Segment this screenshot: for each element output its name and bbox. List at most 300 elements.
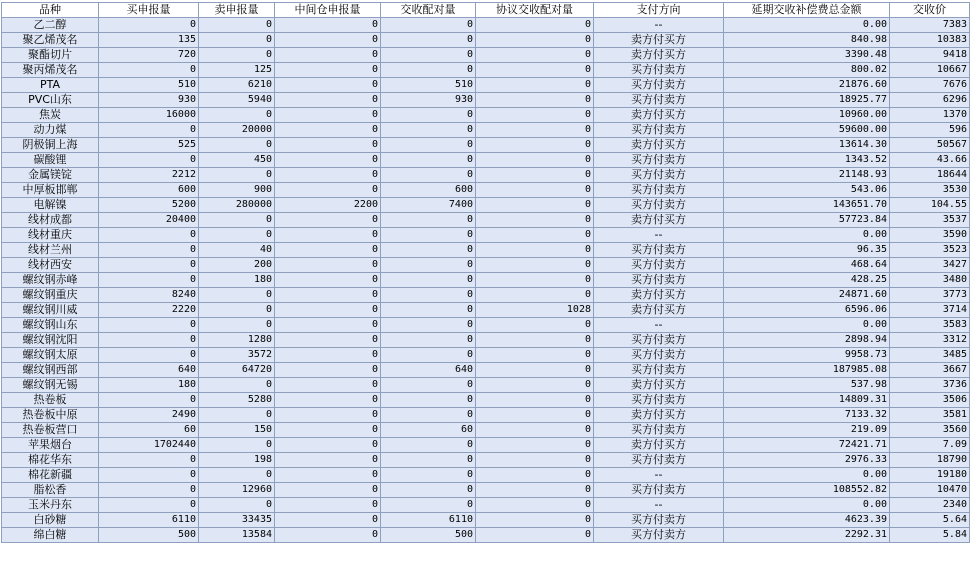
cell-variety: 金属镁锭 <box>2 168 99 183</box>
cell-variety: 热卷板中原 <box>2 408 99 423</box>
cell-buy-declared: 6110 <box>99 513 199 528</box>
cell-agreement-matched: 0 <box>476 108 594 123</box>
table-row <box>2 318 970 333</box>
cell-delivery-price: 6296 <box>890 93 970 108</box>
cell-payment-direction: 买方付卖方 <box>594 183 724 198</box>
cell-compensation-total: 800.02 <box>724 63 890 78</box>
cell-compensation-total: 9958.73 <box>724 348 890 363</box>
cell-compensation-total: 143651.70 <box>724 198 890 213</box>
cell-payment-direction: 卖方付买方 <box>594 213 724 228</box>
table-row <box>2 33 970 48</box>
cell-delivery-matched: 0 <box>381 153 476 168</box>
cell-buy-declared: 0 <box>99 453 199 468</box>
cell-variety: 螺纹钢西部 <box>2 363 99 378</box>
cell-delivery-price: 3714 <box>890 303 970 318</box>
cell-variety: 螺纹钢太原 <box>2 348 99 363</box>
cell-intermediate-declared: 0 <box>275 528 381 543</box>
cell-delivery-price: 104.55 <box>890 198 970 213</box>
cell-agreement-matched: 1028 <box>476 303 594 318</box>
cell-sell-declared: 0 <box>199 108 275 123</box>
cell-payment-direction: 买方付卖方 <box>594 243 724 258</box>
table-row <box>2 453 970 468</box>
table-row <box>2 63 970 78</box>
cell-variety: 聚丙烯茂名 <box>2 63 99 78</box>
cell-delivery-price: 9418 <box>890 48 970 63</box>
cell-compensation-total: 2898.94 <box>724 333 890 348</box>
cell-variety: 螺纹钢川威 <box>2 303 99 318</box>
table-row <box>2 123 970 138</box>
cell-buy-declared: 510 <box>99 78 199 93</box>
cell-agreement-matched: 0 <box>476 273 594 288</box>
header-intermediate-declared: 中间仓申报量 <box>275 3 381 18</box>
cell-payment-direction: 买方付卖方 <box>594 483 724 498</box>
cell-delivery-price: 596 <box>890 123 970 138</box>
cell-agreement-matched: 0 <box>476 123 594 138</box>
cell-agreement-matched: 0 <box>476 153 594 168</box>
cell-compensation-total: 2292.31 <box>724 528 890 543</box>
cell-agreement-matched: 0 <box>476 93 594 108</box>
cell-agreement-matched: 0 <box>476 243 594 258</box>
cell-variety: 碳酸锂 <box>2 153 99 168</box>
cell-compensation-total: 187985.08 <box>724 363 890 378</box>
cell-delivery-price: 3506 <box>890 393 970 408</box>
cell-payment-direction: -- <box>594 318 724 333</box>
cell-compensation-total: 14809.31 <box>724 393 890 408</box>
cell-intermediate-declared: 0 <box>275 408 381 423</box>
cell-intermediate-declared: 0 <box>275 303 381 318</box>
cell-sell-declared: 0 <box>199 33 275 48</box>
cell-intermediate-declared: 0 <box>275 273 381 288</box>
cell-sell-declared: 125 <box>199 63 275 78</box>
cell-payment-direction: 卖方付买方 <box>594 408 724 423</box>
cell-delivery-matched: 60 <box>381 423 476 438</box>
cell-intermediate-declared: 0 <box>275 333 381 348</box>
cell-sell-declared: 0 <box>199 18 275 33</box>
cell-intermediate-declared: 0 <box>275 183 381 198</box>
cell-intermediate-declared: 2200 <box>275 198 381 213</box>
table-row <box>2 528 970 543</box>
cell-delivery-matched: 600 <box>381 183 476 198</box>
cell-delivery-matched: 0 <box>381 333 476 348</box>
cell-sell-declared: 198 <box>199 453 275 468</box>
cell-agreement-matched: 0 <box>476 228 594 243</box>
cell-compensation-total: 4623.39 <box>724 513 890 528</box>
cell-delivery-price: 3590 <box>890 228 970 243</box>
cell-agreement-matched: 0 <box>476 33 594 48</box>
cell-compensation-total: 428.25 <box>724 273 890 288</box>
header-payment-direction: 支付方向 <box>594 3 724 18</box>
cell-intermediate-declared: 0 <box>275 258 381 273</box>
table-row <box>2 498 970 513</box>
cell-sell-declared: 280000 <box>199 198 275 213</box>
cell-payment-direction: 买方付卖方 <box>594 348 724 363</box>
cell-variety: 线材成都 <box>2 213 99 228</box>
table-row <box>2 93 970 108</box>
cell-sell-declared: 0 <box>199 303 275 318</box>
cell-variety: 螺纹钢沈阳 <box>2 333 99 348</box>
cell-sell-declared: 5280 <box>199 393 275 408</box>
cell-sell-declared: 0 <box>199 378 275 393</box>
cell-buy-declared: 0 <box>99 468 199 483</box>
cell-sell-declared: 0 <box>199 228 275 243</box>
table-row <box>2 438 970 453</box>
cell-variety: 脂松香 <box>2 483 99 498</box>
cell-delivery-price: 10470 <box>890 483 970 498</box>
cell-buy-declared: 1702440 <box>99 438 199 453</box>
cell-intermediate-declared: 0 <box>275 288 381 303</box>
cell-compensation-total: 6596.06 <box>724 303 890 318</box>
cell-delivery-price: 3480 <box>890 273 970 288</box>
cell-sell-declared: 150 <box>199 423 275 438</box>
cell-payment-direction: 买方付卖方 <box>594 273 724 288</box>
cell-buy-declared: 60 <box>99 423 199 438</box>
cell-delivery-price: 7676 <box>890 78 970 93</box>
cell-delivery-matched: 930 <box>381 93 476 108</box>
header-delivery-matched: 交收配对量 <box>381 3 476 18</box>
table-row <box>2 468 970 483</box>
cell-payment-direction: 卖方付买方 <box>594 108 724 123</box>
table-row <box>2 168 970 183</box>
cell-buy-declared: 16000 <box>99 108 199 123</box>
cell-variety: PTA <box>2 78 99 93</box>
cell-delivery-price: 3530 <box>890 183 970 198</box>
cell-delivery-matched: 510 <box>381 78 476 93</box>
delivery-table <box>1 2 970 543</box>
cell-payment-direction: 卖方付买方 <box>594 288 724 303</box>
cell-payment-direction: 买方付卖方 <box>594 153 724 168</box>
cell-delivery-price: 10383 <box>890 33 970 48</box>
cell-delivery-price: 2340 <box>890 498 970 513</box>
cell-intermediate-declared: 0 <box>275 453 381 468</box>
cell-buy-declared: 500 <box>99 528 199 543</box>
cell-agreement-matched: 0 <box>476 78 594 93</box>
cell-delivery-price: 7.09 <box>890 438 970 453</box>
cell-delivery-matched: 0 <box>381 483 476 498</box>
cell-delivery-price: 19180 <box>890 468 970 483</box>
cell-agreement-matched: 0 <box>476 258 594 273</box>
cell-delivery-price: 3583 <box>890 318 970 333</box>
cell-compensation-total: 21148.93 <box>724 168 890 183</box>
cell-agreement-matched: 0 <box>476 393 594 408</box>
cell-buy-declared: 525 <box>99 138 199 153</box>
cell-agreement-matched: 0 <box>476 498 594 513</box>
cell-compensation-total: 0.00 <box>724 318 890 333</box>
cell-delivery-matched: 0 <box>381 288 476 303</box>
cell-buy-declared: 0 <box>99 318 199 333</box>
table-row <box>2 48 970 63</box>
cell-delivery-price: 43.66 <box>890 153 970 168</box>
cell-delivery-price: 3485 <box>890 348 970 363</box>
cell-delivery-matched: 0 <box>381 408 476 423</box>
table-row <box>2 288 970 303</box>
cell-intermediate-declared: 0 <box>275 63 381 78</box>
cell-sell-declared: 12960 <box>199 483 275 498</box>
cell-delivery-matched: 6110 <box>381 513 476 528</box>
cell-buy-declared: 20400 <box>99 213 199 228</box>
cell-compensation-total: 840.98 <box>724 33 890 48</box>
cell-buy-declared: 0 <box>99 393 199 408</box>
cell-intermediate-declared: 0 <box>275 228 381 243</box>
table-row <box>2 213 970 228</box>
cell-agreement-matched: 0 <box>476 333 594 348</box>
cell-agreement-matched: 0 <box>476 48 594 63</box>
cell-buy-declared: 2490 <box>99 408 199 423</box>
cell-intermediate-declared: 0 <box>275 168 381 183</box>
cell-agreement-matched: 0 <box>476 318 594 333</box>
cell-delivery-matched: 0 <box>381 348 476 363</box>
cell-compensation-total: 57723.84 <box>724 213 890 228</box>
cell-delivery-price: 3523 <box>890 243 970 258</box>
cell-delivery-price: 18644 <box>890 168 970 183</box>
cell-delivery-price: 3773 <box>890 288 970 303</box>
cell-intermediate-declared: 0 <box>275 378 381 393</box>
cell-variety: 热卷板 <box>2 393 99 408</box>
cell-sell-declared: 0 <box>199 168 275 183</box>
table-row <box>2 363 970 378</box>
cell-buy-declared: 720 <box>99 48 199 63</box>
cell-delivery-price: 5.84 <box>890 528 970 543</box>
cell-delivery-price: 3537 <box>890 213 970 228</box>
cell-buy-declared: 0 <box>99 273 199 288</box>
cell-agreement-matched: 0 <box>476 468 594 483</box>
cell-delivery-matched: 0 <box>381 213 476 228</box>
cell-delivery-matched: 0 <box>381 33 476 48</box>
cell-delivery-matched: 0 <box>381 498 476 513</box>
cell-buy-declared: 0 <box>99 123 199 138</box>
table-row <box>2 333 970 348</box>
cell-compensation-total: 10960.00 <box>724 108 890 123</box>
cell-variety: 聚乙烯茂名 <box>2 33 99 48</box>
table-row <box>2 423 970 438</box>
cell-buy-declared: 0 <box>99 348 199 363</box>
cell-delivery-price: 3312 <box>890 333 970 348</box>
cell-delivery-matched: 0 <box>381 243 476 258</box>
cell-buy-declared: 0 <box>99 498 199 513</box>
cell-buy-declared: 180 <box>99 378 199 393</box>
cell-compensation-total: 0.00 <box>724 18 890 33</box>
cell-payment-direction: 买方付卖方 <box>594 528 724 543</box>
cell-buy-declared: 0 <box>99 228 199 243</box>
cell-payment-direction: 买方付卖方 <box>594 363 724 378</box>
cell-compensation-total: 7133.32 <box>724 408 890 423</box>
cell-delivery-matched: 0 <box>381 318 476 333</box>
table-row <box>2 483 970 498</box>
cell-buy-declared: 0 <box>99 483 199 498</box>
cell-payment-direction: -- <box>594 498 724 513</box>
cell-sell-declared: 3572 <box>199 348 275 363</box>
cell-buy-declared: 0 <box>99 63 199 78</box>
cell-intermediate-declared: 0 <box>275 318 381 333</box>
header-delivery-price: 交收价 <box>890 3 970 18</box>
cell-delivery-matched: 0 <box>381 228 476 243</box>
cell-agreement-matched: 0 <box>476 363 594 378</box>
cell-delivery-matched: 0 <box>381 258 476 273</box>
cell-intermediate-declared: 0 <box>275 438 381 453</box>
table-row <box>2 183 970 198</box>
cell-delivery-matched: 0 <box>381 438 476 453</box>
cell-sell-declared: 64720 <box>199 363 275 378</box>
cell-delivery-matched: 0 <box>381 168 476 183</box>
cell-variety: 焦炭 <box>2 108 99 123</box>
cell-compensation-total: 219.09 <box>724 423 890 438</box>
cell-delivery-price: 3560 <box>890 423 970 438</box>
cell-compensation-total: 0.00 <box>724 228 890 243</box>
cell-intermediate-declared: 0 <box>275 423 381 438</box>
cell-intermediate-declared: 0 <box>275 18 381 33</box>
header-variety: 品种 <box>2 3 99 18</box>
cell-sell-declared: 40 <box>199 243 275 258</box>
cell-variety: 螺纹钢赤峰 <box>2 273 99 288</box>
cell-buy-declared: 0 <box>99 258 199 273</box>
cell-delivery-matched: 500 <box>381 528 476 543</box>
cell-delivery-matched: 0 <box>381 303 476 318</box>
cell-variety: 线材兰州 <box>2 243 99 258</box>
cell-compensation-total: 537.98 <box>724 378 890 393</box>
cell-sell-declared: 0 <box>199 138 275 153</box>
cell-delivery-price: 10667 <box>890 63 970 78</box>
cell-buy-declared: 5200 <box>99 198 199 213</box>
header-sell-declared: 卖申报量 <box>199 3 275 18</box>
cell-payment-direction: 买方付卖方 <box>594 453 724 468</box>
cell-agreement-matched: 0 <box>476 513 594 528</box>
cell-payment-direction: -- <box>594 228 724 243</box>
cell-variety: 聚酯切片 <box>2 48 99 63</box>
cell-buy-declared: 135 <box>99 33 199 48</box>
cell-buy-declared: 930 <box>99 93 199 108</box>
cell-sell-declared: 180 <box>199 273 275 288</box>
cell-agreement-matched: 0 <box>476 213 594 228</box>
table-row <box>2 513 970 528</box>
cell-sell-declared: 900 <box>199 183 275 198</box>
cell-sell-declared: 1280 <box>199 333 275 348</box>
cell-variety: 白砂糖 <box>2 513 99 528</box>
table-row <box>2 243 970 258</box>
cell-delivery-price: 7383 <box>890 18 970 33</box>
cell-delivery-matched: 0 <box>381 393 476 408</box>
cell-delivery-matched: 0 <box>381 18 476 33</box>
table-body <box>2 18 970 543</box>
cell-sell-declared: 0 <box>199 288 275 303</box>
cell-buy-declared: 0 <box>99 18 199 33</box>
cell-delivery-matched: 0 <box>381 48 476 63</box>
cell-variety: 动力煤 <box>2 123 99 138</box>
cell-payment-direction: -- <box>594 468 724 483</box>
cell-compensation-total: 0.00 <box>724 468 890 483</box>
cell-payment-direction: 卖方付买方 <box>594 138 724 153</box>
cell-sell-declared: 33435 <box>199 513 275 528</box>
cell-payment-direction: 买方付卖方 <box>594 258 724 273</box>
cell-sell-declared: 0 <box>199 498 275 513</box>
cell-compensation-total: 59600.00 <box>724 123 890 138</box>
cell-intermediate-declared: 0 <box>275 498 381 513</box>
cell-delivery-price: 3736 <box>890 378 970 393</box>
cell-payment-direction: 卖方付买方 <box>594 303 724 318</box>
cell-compensation-total: 468.64 <box>724 258 890 273</box>
table-row <box>2 393 970 408</box>
cell-payment-direction: 卖方付买方 <box>594 378 724 393</box>
cell-sell-declared: 450 <box>199 153 275 168</box>
cell-agreement-matched: 0 <box>476 453 594 468</box>
cell-variety: 螺纹钢重庆 <box>2 288 99 303</box>
cell-delivery-price: 5.64 <box>890 513 970 528</box>
cell-sell-declared: 0 <box>199 213 275 228</box>
cell-compensation-total: 0.00 <box>724 498 890 513</box>
cell-compensation-total: 108552.82 <box>724 483 890 498</box>
cell-agreement-matched: 0 <box>476 198 594 213</box>
cell-intermediate-declared: 0 <box>275 363 381 378</box>
table-row <box>2 303 970 318</box>
cell-buy-declared: 0 <box>99 333 199 348</box>
cell-sell-declared: 0 <box>199 48 275 63</box>
cell-variety: 热卷板营口 <box>2 423 99 438</box>
cell-delivery-price: 3667 <box>890 363 970 378</box>
header-compensation-total: 延期交收补偿费总金额 <box>724 3 890 18</box>
cell-compensation-total: 543.06 <box>724 183 890 198</box>
cell-agreement-matched: 0 <box>476 63 594 78</box>
cell-variety: 中厚板邯郸 <box>2 183 99 198</box>
table-row <box>2 408 970 423</box>
table-row <box>2 153 970 168</box>
cell-compensation-total: 2976.33 <box>724 453 890 468</box>
header-buy-declared: 买申报量 <box>99 3 199 18</box>
cell-variety: 线材西安 <box>2 258 99 273</box>
cell-variety: 螺纹钢山东 <box>2 318 99 333</box>
cell-delivery-matched: 640 <box>381 363 476 378</box>
cell-buy-declared: 640 <box>99 363 199 378</box>
cell-compensation-total: 3390.48 <box>724 48 890 63</box>
cell-compensation-total: 72421.71 <box>724 438 890 453</box>
cell-sell-declared: 0 <box>199 438 275 453</box>
cell-payment-direction: 买方付卖方 <box>594 423 724 438</box>
cell-intermediate-declared: 0 <box>275 93 381 108</box>
cell-delivery-matched: 0 <box>381 273 476 288</box>
cell-delivery-price: 1370 <box>890 108 970 123</box>
cell-compensation-total: 96.35 <box>724 243 890 258</box>
cell-compensation-total: 13614.30 <box>724 138 890 153</box>
cell-sell-declared: 13584 <box>199 528 275 543</box>
header-agreement-matched: 协议交收配对量 <box>476 3 594 18</box>
table-row <box>2 108 970 123</box>
cell-variety: 玉米丹东 <box>2 498 99 513</box>
cell-delivery-price: 3581 <box>890 408 970 423</box>
cell-sell-declared: 0 <box>199 408 275 423</box>
cell-intermediate-declared: 0 <box>275 108 381 123</box>
cell-intermediate-declared: 0 <box>275 468 381 483</box>
cell-delivery-matched: 0 <box>381 453 476 468</box>
cell-delivery-matched: 0 <box>381 378 476 393</box>
cell-variety: 苹果烟台 <box>2 438 99 453</box>
cell-agreement-matched: 0 <box>476 348 594 363</box>
table-row <box>2 273 970 288</box>
cell-payment-direction: 买方付卖方 <box>594 198 724 213</box>
cell-delivery-price: 18790 <box>890 453 970 468</box>
cell-agreement-matched: 0 <box>476 438 594 453</box>
cell-payment-direction: 买方付卖方 <box>594 513 724 528</box>
table-header-row <box>2 3 970 18</box>
cell-payment-direction: 卖方付买方 <box>594 48 724 63</box>
cell-agreement-matched: 0 <box>476 168 594 183</box>
cell-payment-direction: 买方付卖方 <box>594 393 724 408</box>
cell-variety: 电解镍 <box>2 198 99 213</box>
cell-payment-direction: 买方付卖方 <box>594 333 724 348</box>
cell-intermediate-declared: 0 <box>275 393 381 408</box>
cell-delivery-price: 50567 <box>890 138 970 153</box>
cell-payment-direction: -- <box>594 18 724 33</box>
cell-agreement-matched: 0 <box>476 138 594 153</box>
cell-delivery-matched: 0 <box>381 468 476 483</box>
cell-buy-declared: 2212 <box>99 168 199 183</box>
cell-intermediate-declared: 0 <box>275 138 381 153</box>
